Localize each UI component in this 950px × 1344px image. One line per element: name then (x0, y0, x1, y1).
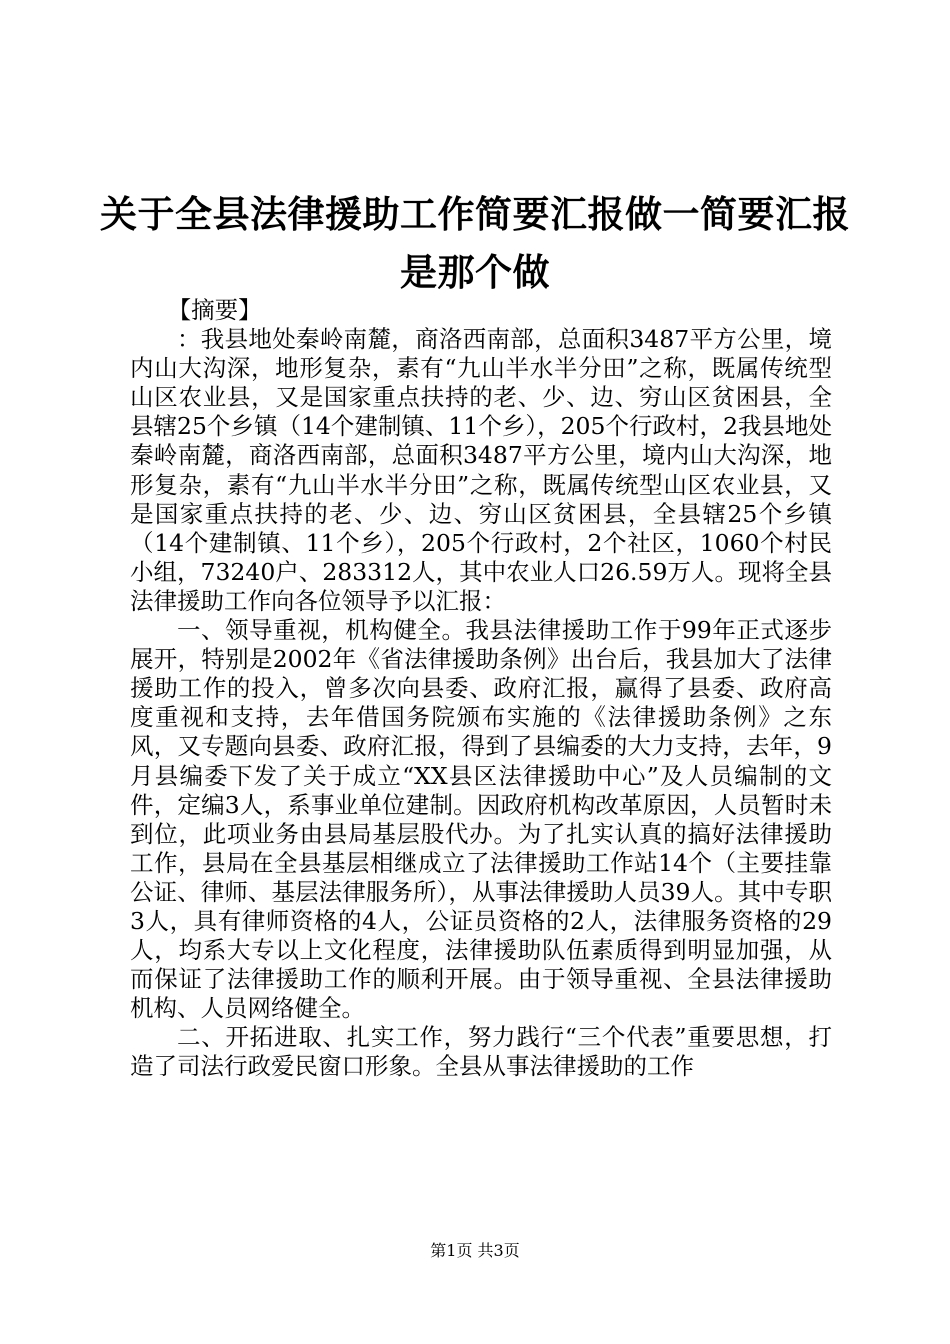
abstract-label: 【摘要】 (167, 296, 262, 324)
document-body (130, 296, 832, 1082)
paragraph-abstract: ：我县地处秦岭南麓，商洛西南部，总面积3487平方公里，境内山大沟深，地形复杂，素有“九山半水半分田”之称，既属传统型山区农业县，又是国家重点扶持的老、少、边、穷山区贫困县，全县辖25个乡镇（14个建制镇、11个乡），205个行政村，2我县地处秦岭南麓，商洛西南部，总面积3487平方公里，境内山大沟深，地形复杂，素有“九山半水半分田”之称，既属传统型山区农业县，又是国家重点扶持的老、少、边、穷山区贫困县，全县辖25个乡镇（14个建制镇、11个乡），205个行政村，2个社区，1060个村民小组，73240户、283312人，其中农业人口26.59万人。现将全县法律援助工作向各位领导予以汇报： (130, 325, 832, 615)
paragraph-section-1: 一、领导重视，机构健全。我县法律援助工作于99年正式逐步展开，特别是2002年《省法律援助条例》出台后，我县加大了法律援助工作的投入，曾多次向县委、政府汇报，赢得了县委、政府高度重视和支持，去年借国务院颁布实施的《法律援助条例》之东风，又专题向县委、政府汇报，得到了县编委的大力支持，去年，9月县编委下发了关于成立“XX县区法律援助中心”及人员编制的文件，定编3人，系事业单位建制。因政府机构改革原因，人员暂时未到位，此项业务由县局基层股代办。为了扎实认真的搞好法律援助工作，县局在全县基层相继成立了法律援助工作站14个（主要挂靠公证、律师、基层法律服务所），从事法律援助人员39人。其中专职3人，具有律师资格的4人，公证员资格的2人，法律服务资格的29人，均系大专以上文化程度，法律援助队伍素质得到明显加强，从而保证了法律援助工作的顺利开展。由于领导重视、全县法律援助机构、人员网络健全。 (130, 616, 832, 1023)
paragraph-section-2: 二、开拓进取、扎实工作，努力践行“三个代表”重要思想，打造了司法行政爱民窗口形象。全县从事法律援助的工作 (130, 1023, 832, 1081)
document-title: 关于全县法律援助工作简要汇报做一简要汇报是那个做 (100, 193, 850, 294)
page-footer: 第1页 共3页 (430, 1241, 520, 1260)
